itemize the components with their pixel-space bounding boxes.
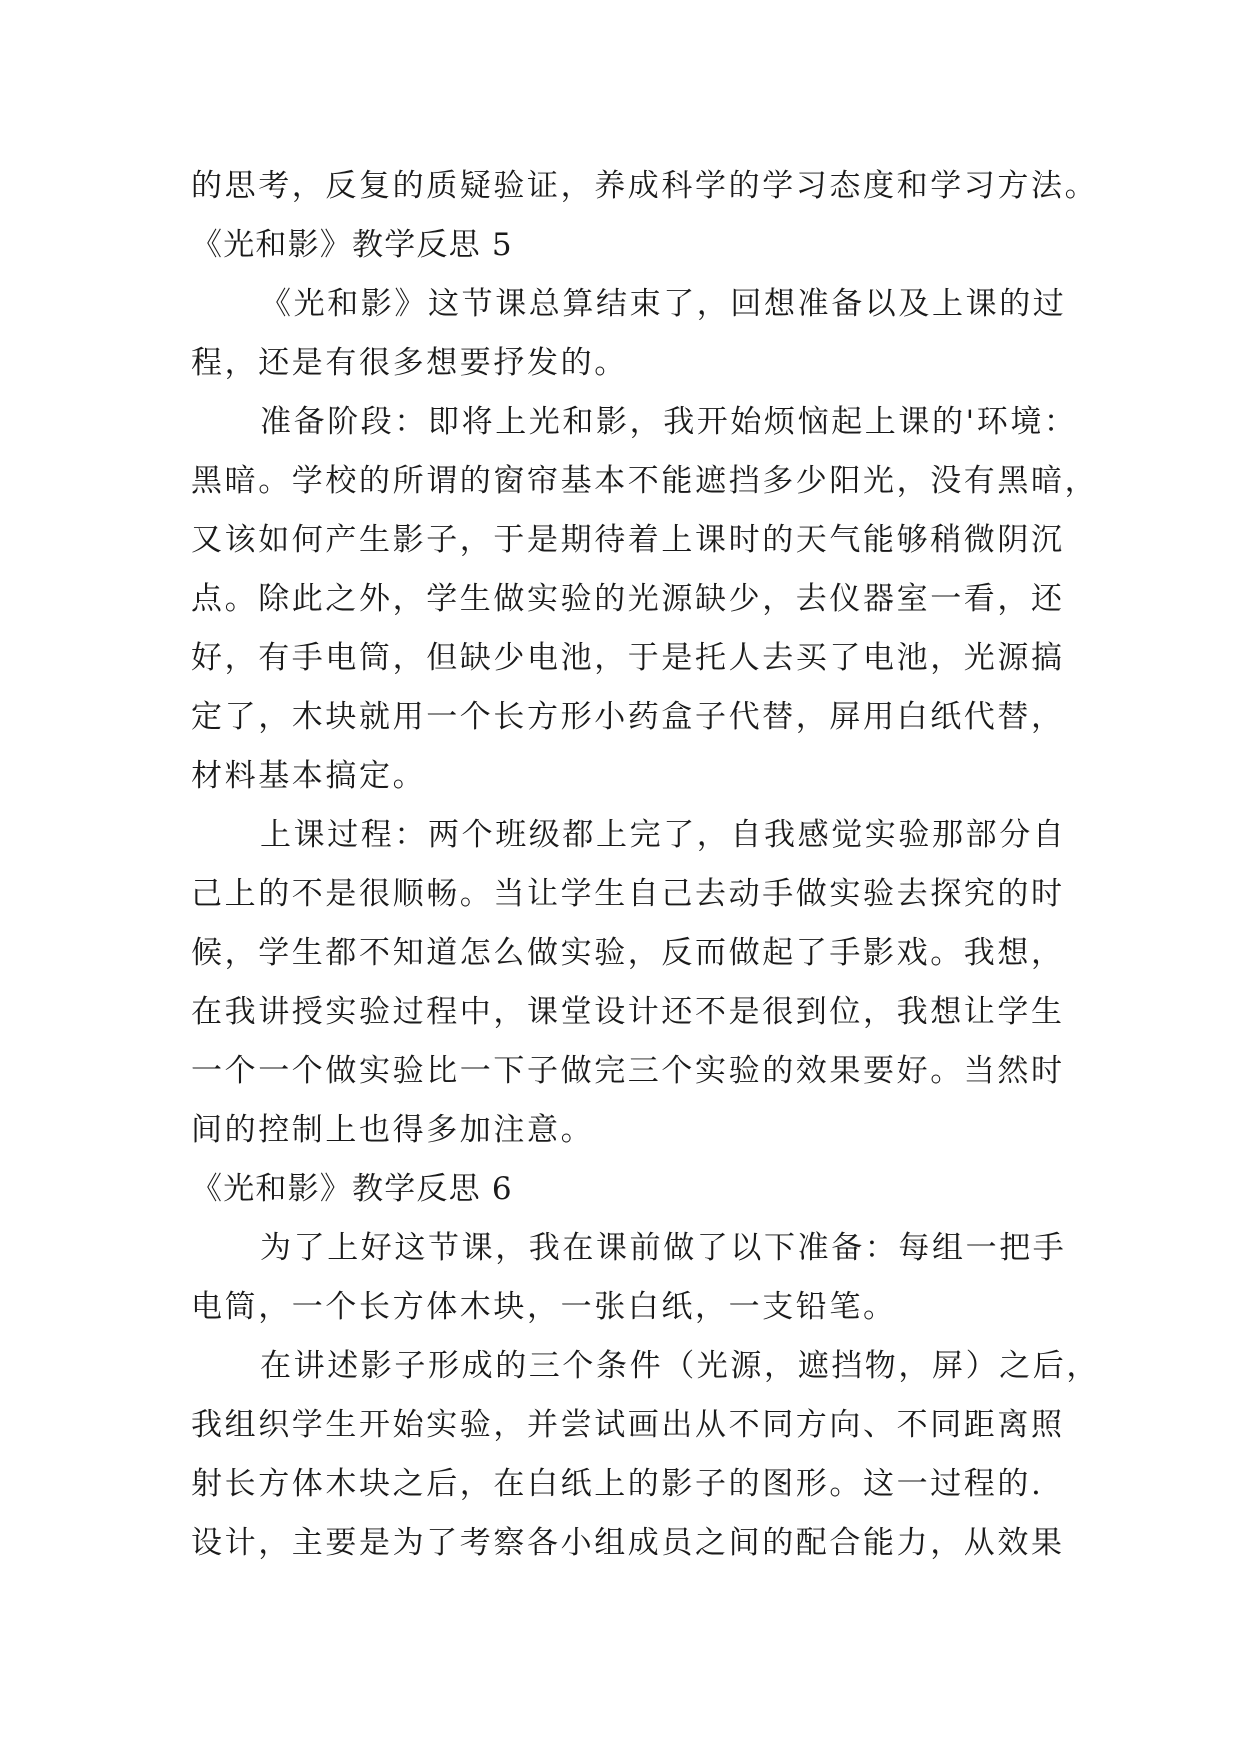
paragraph-line: 为了上好这节课，我在课前做了以下准备：每组一把手 <box>260 1230 1067 1266</box>
section-5-heading: 《光和影》教学反思 5 <box>191 227 513 263</box>
paragraph-line: 好，有手电筒，但缺少电池，于是托人去买了电池，光源搞 <box>191 640 1065 676</box>
document-body <box>191 157 1100 1573</box>
paragraph-line: 定了，木块就用一个长方形小药盒子代替，屏用白纸代替， <box>191 699 1065 735</box>
paragraph-line: 准备阶段：即将上光和影，我开始烦恼起上课的'环境： <box>260 404 1078 440</box>
intro-line: 的思考，反复的质疑验证，养成科学的学习态度和学习方法。 <box>191 168 1099 204</box>
paragraph-line: 点。除此之外，学生做实验的光源缺少，去仪器室一看，还 <box>191 581 1065 617</box>
paragraph-line: 己上的不是很顺畅。当让学生自己去动手做实验去探究的时 <box>191 876 1065 912</box>
paragraph-line: 上课过程：两个班级都上完了，自我感觉实验那部分自 <box>260 817 1067 853</box>
paragraph-line: 间的控制上也得多加注意。 <box>191 1112 595 1148</box>
paragraph-line: 又该如何产生影子，于是期待着上课时的天气能够稍微阴沉 <box>191 522 1065 558</box>
paragraph-line: 程，还是有很多想要抒发的。 <box>191 345 628 381</box>
paragraph-line: 电筒，一个长方体木块，一张白纸，一支铅笔。 <box>191 1289 897 1325</box>
paragraph-line: 我组织学生开始实验，并尝试画出从不同方向、不同距离照 <box>191 1407 1065 1443</box>
paragraph-line: 黑暗。学校的所谓的窗帘基本不能遮挡多少阳光，没有黑暗， <box>191 463 1099 499</box>
paragraph-line: 候，学生都不知道怎么做实验，反而做起了手影戏。我想， <box>191 935 1065 971</box>
paragraph-line: 一个一个做实验比一下子做完三个实验的效果要好。当然时 <box>191 1053 1065 1089</box>
section-6-heading: 《光和影》教学反思 6 <box>191 1171 513 1207</box>
paragraph-line: 在讲述影子形成的三个条件（光源，遮挡物，屏）之后， <box>260 1348 1100 1384</box>
paragraph-line: 射长方体木块之后，在白纸上的影子的图形。这一过程的. <box>191 1466 1044 1502</box>
paragraph-line: 材料基本搞定。 <box>191 758 427 794</box>
paragraph-line: 《光和影》这节课总算结束了，回想准备以及上课的过 <box>260 286 1067 322</box>
paragraph-line: 设计，主要是为了考察各小组成员之间的配合能力，从效果 <box>191 1525 1065 1561</box>
paragraph-line: 在我讲授实验过程中，课堂设计还不是很到位，我想让学生 <box>191 994 1065 1030</box>
